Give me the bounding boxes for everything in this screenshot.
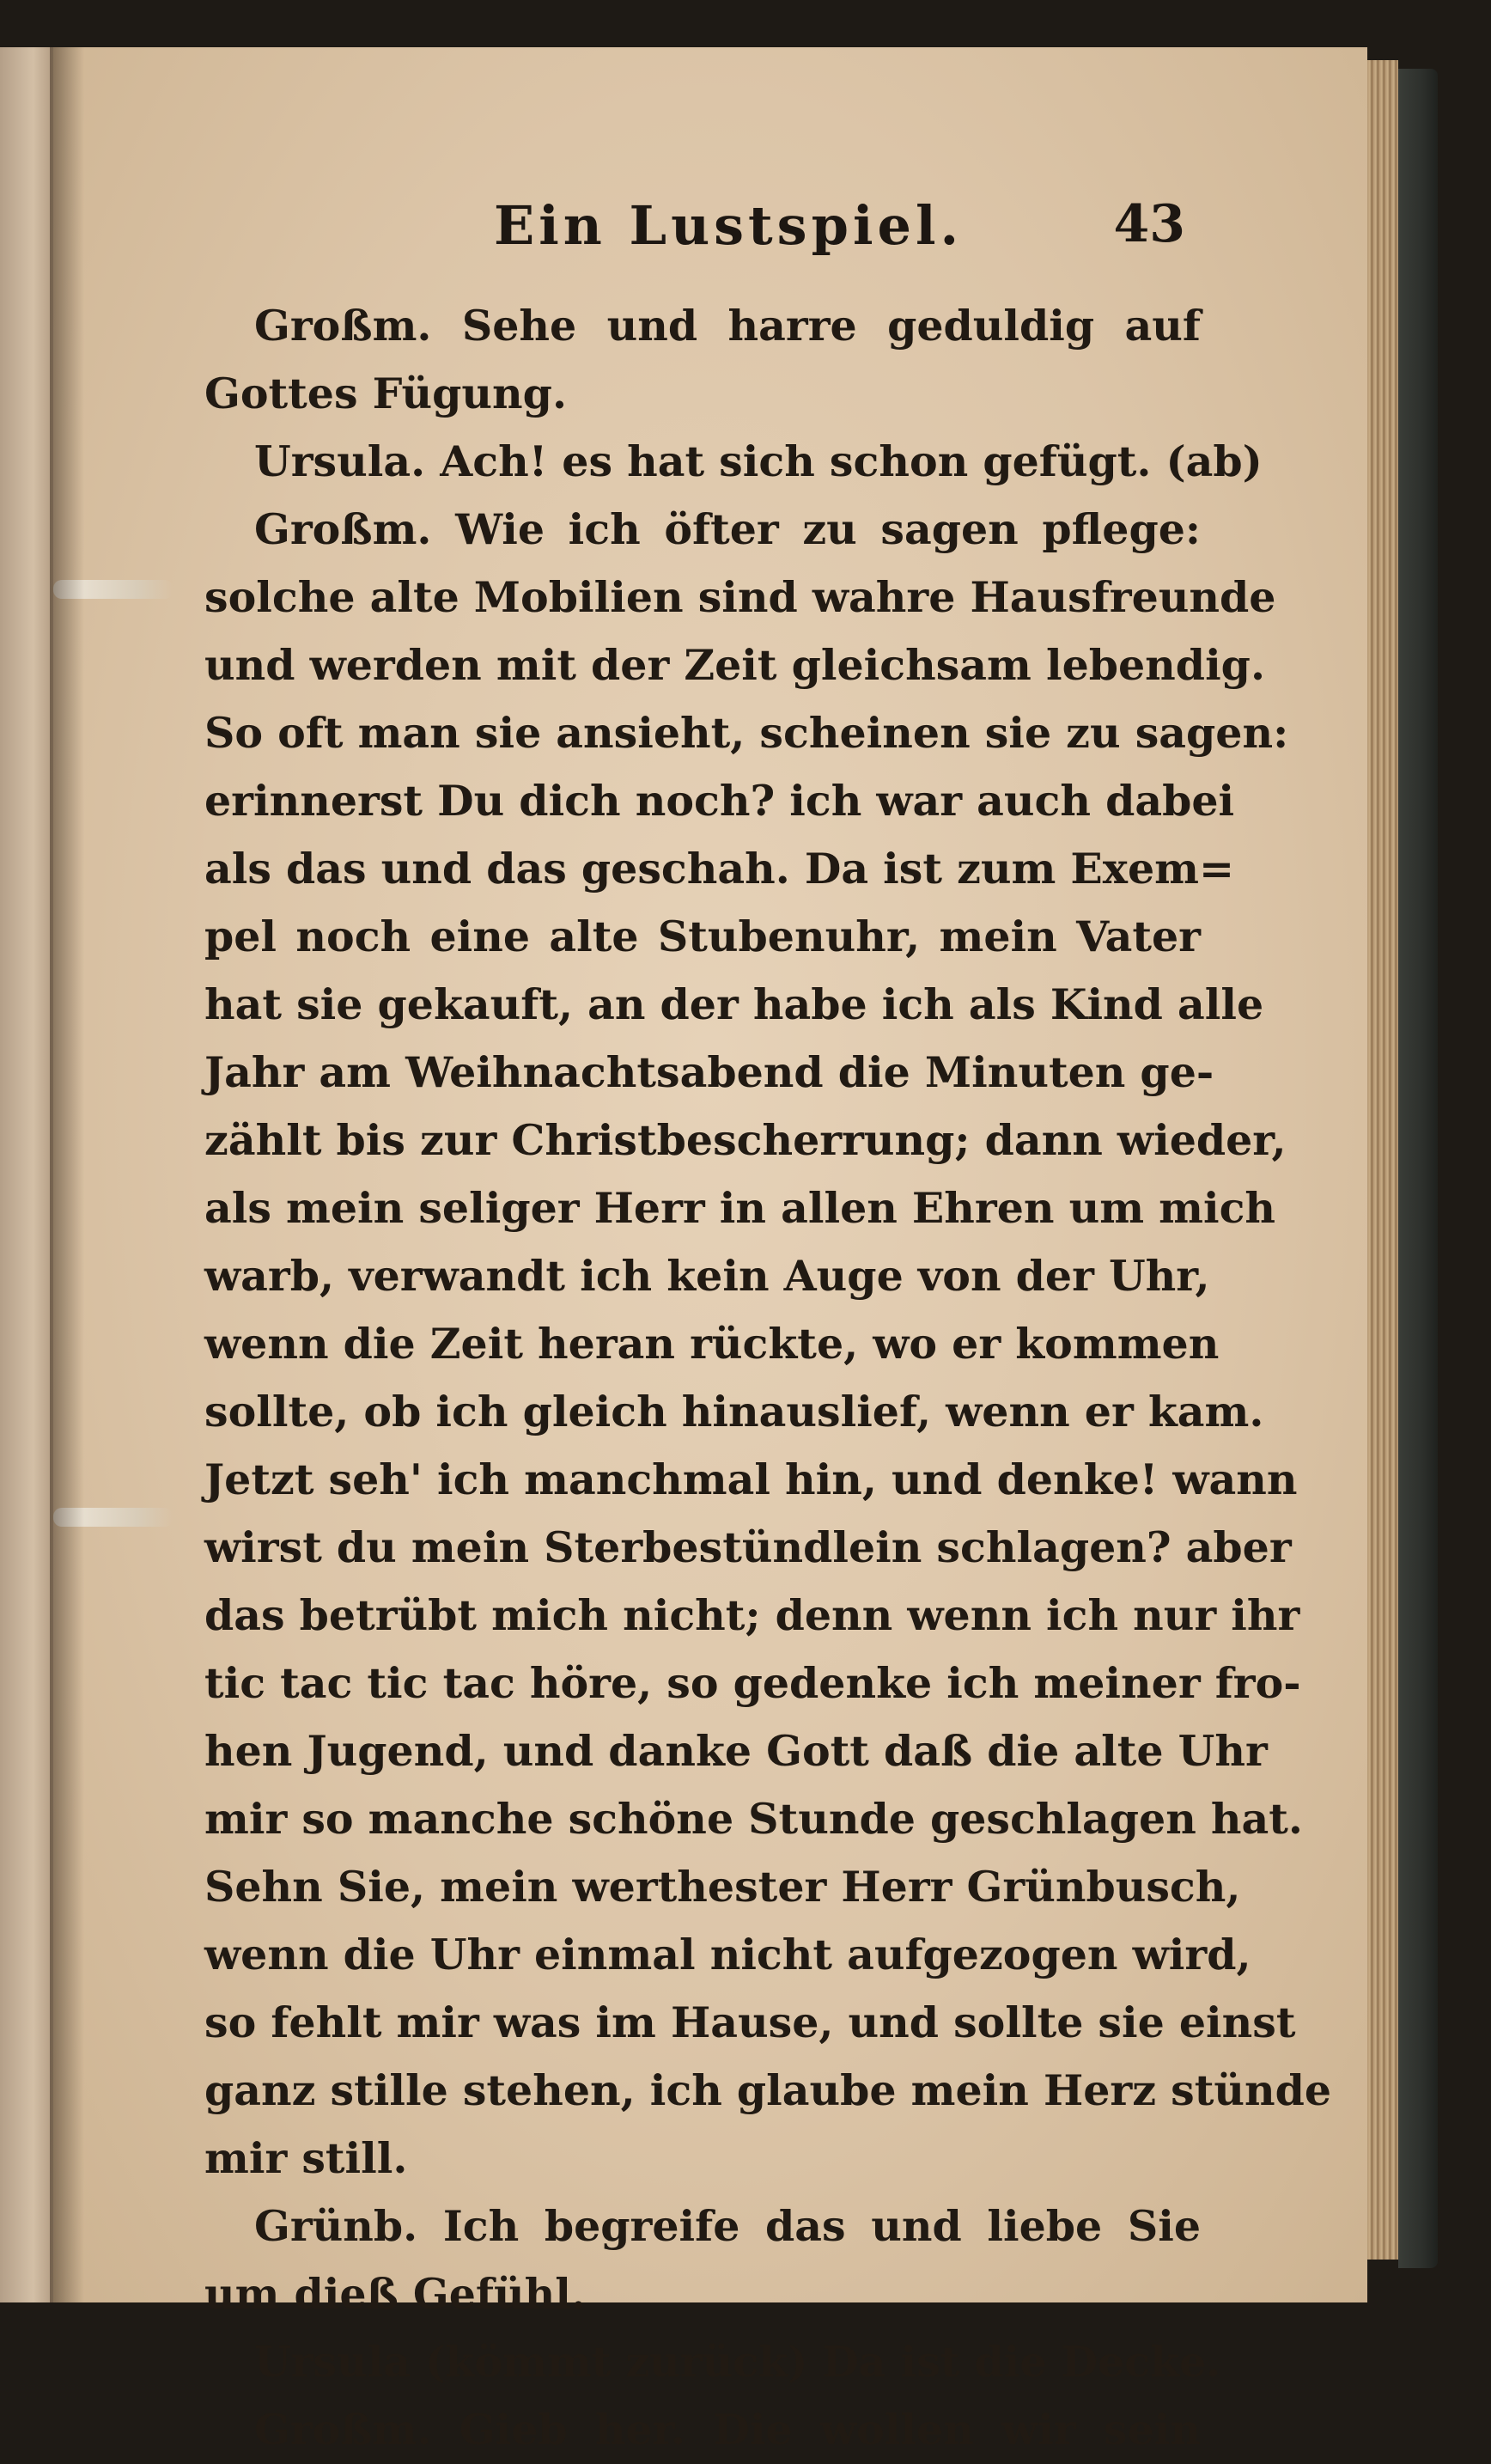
- page-number: 43: [1113, 194, 1185, 254]
- text-line: Jahr am Weihnachtsabend die Minuten ge-: [204, 1047, 1214, 1097]
- text-line: als das und das geschah. Da ist zum Exem=: [204, 844, 1235, 894]
- text-line: wirst du mein Sterbestündlein schlagen? aber: [204, 1522, 1292, 1572]
- text-line: erinnerst Du dich noch? ich war auch dabei: [204, 776, 1235, 826]
- text-line: sollte, ob ich gleich hinauslief, wenn er kam.: [204, 1387, 1264, 1436]
- text-line: mir still.: [204, 2133, 408, 2183]
- text-line: so fehlt mir was im Hause, und sollte sie einst: [204, 1997, 1296, 2047]
- text-line: Ursula (kömmt zurück) Da ist die Decke.: [254, 2337, 1221, 2387]
- text-line: solche alte Mobilien sind wahre Hausfreunde: [204, 572, 1276, 622]
- text-line: hat sie gekauft, an der habe ich als Kind alle: [204, 979, 1264, 1029]
- page-header: [258, 194, 1185, 271]
- text-line: Ursula. Ach! es hat sich schon gefügt. (ab): [254, 436, 1263, 486]
- text-line: Gottes Fügung.: [204, 369, 568, 418]
- running-title: Ein Lustspiel.: [494, 194, 964, 257]
- text-line: Großm. Wie ich öfter zu sagen pflege:: [254, 504, 1201, 554]
- text-line: tic tac tic tac höre, so gedenke ich meiner fro-: [204, 1658, 1301, 1708]
- text-line: zählt bis zur Christbescherrung; dann wieder,: [204, 1115, 1287, 1165]
- text-line: pel noch eine alte Stubenuhr, mein Vater: [204, 912, 1201, 961]
- text-line: und werden mit der Zeit gleichsam lebendig.: [204, 640, 1266, 690]
- text-line: warb, verwandt ich kein Auge von der Uhr,: [204, 1251, 1210, 1301]
- gutter-shadow: [50, 47, 84, 2302]
- text-line: ganz stille stehen, ich glaube mein Herz stünde: [204, 2065, 1332, 2115]
- book-cover-edge: [1398, 69, 1438, 2268]
- text-line: wenn die Zeit heran rückte, wo er kommen: [204, 1319, 1220, 1369]
- text-block: [204, 292, 1332, 2464]
- text-line: wenn die Uhr einmal nicht aufgezogen wird,: [204, 1930, 1251, 1979]
- text-line: das betrübt mich nicht; denn wenn ich nur ihr: [204, 1590, 1300, 1640]
- text-line: mir so manche schöne Stunde geschlagen hat.: [204, 1794, 1303, 1844]
- page-stack-edge: [1367, 60, 1398, 2260]
- text-line: Jetzt seh' ich manchmal hin, und denke! wann: [204, 1455, 1298, 1504]
- text-line: So oft man sie ansieht, scheinen sie zu sagen:: [204, 708, 1289, 758]
- text-line: Grünb. Ich begreife das und liebe Sie: [254, 2201, 1201, 2251]
- text-line: hen Jugend, und danke Gott daß die alte Uhr: [204, 1726, 1268, 1776]
- text-line: um dieß Gefühl.: [204, 2269, 586, 2319]
- text-line: als mein seliger Herr in allen Ehren um mich: [204, 1183, 1276, 1233]
- text-line: Sehn Sie, mein werthester Herr Grünbusch,: [204, 1862, 1241, 1912]
- text-line: Großm. Sehe und harre geduldig auf: [254, 301, 1201, 351]
- text-line: Großm. Gieb her. Die wollen wir sein: [254, 2405, 1201, 2455]
